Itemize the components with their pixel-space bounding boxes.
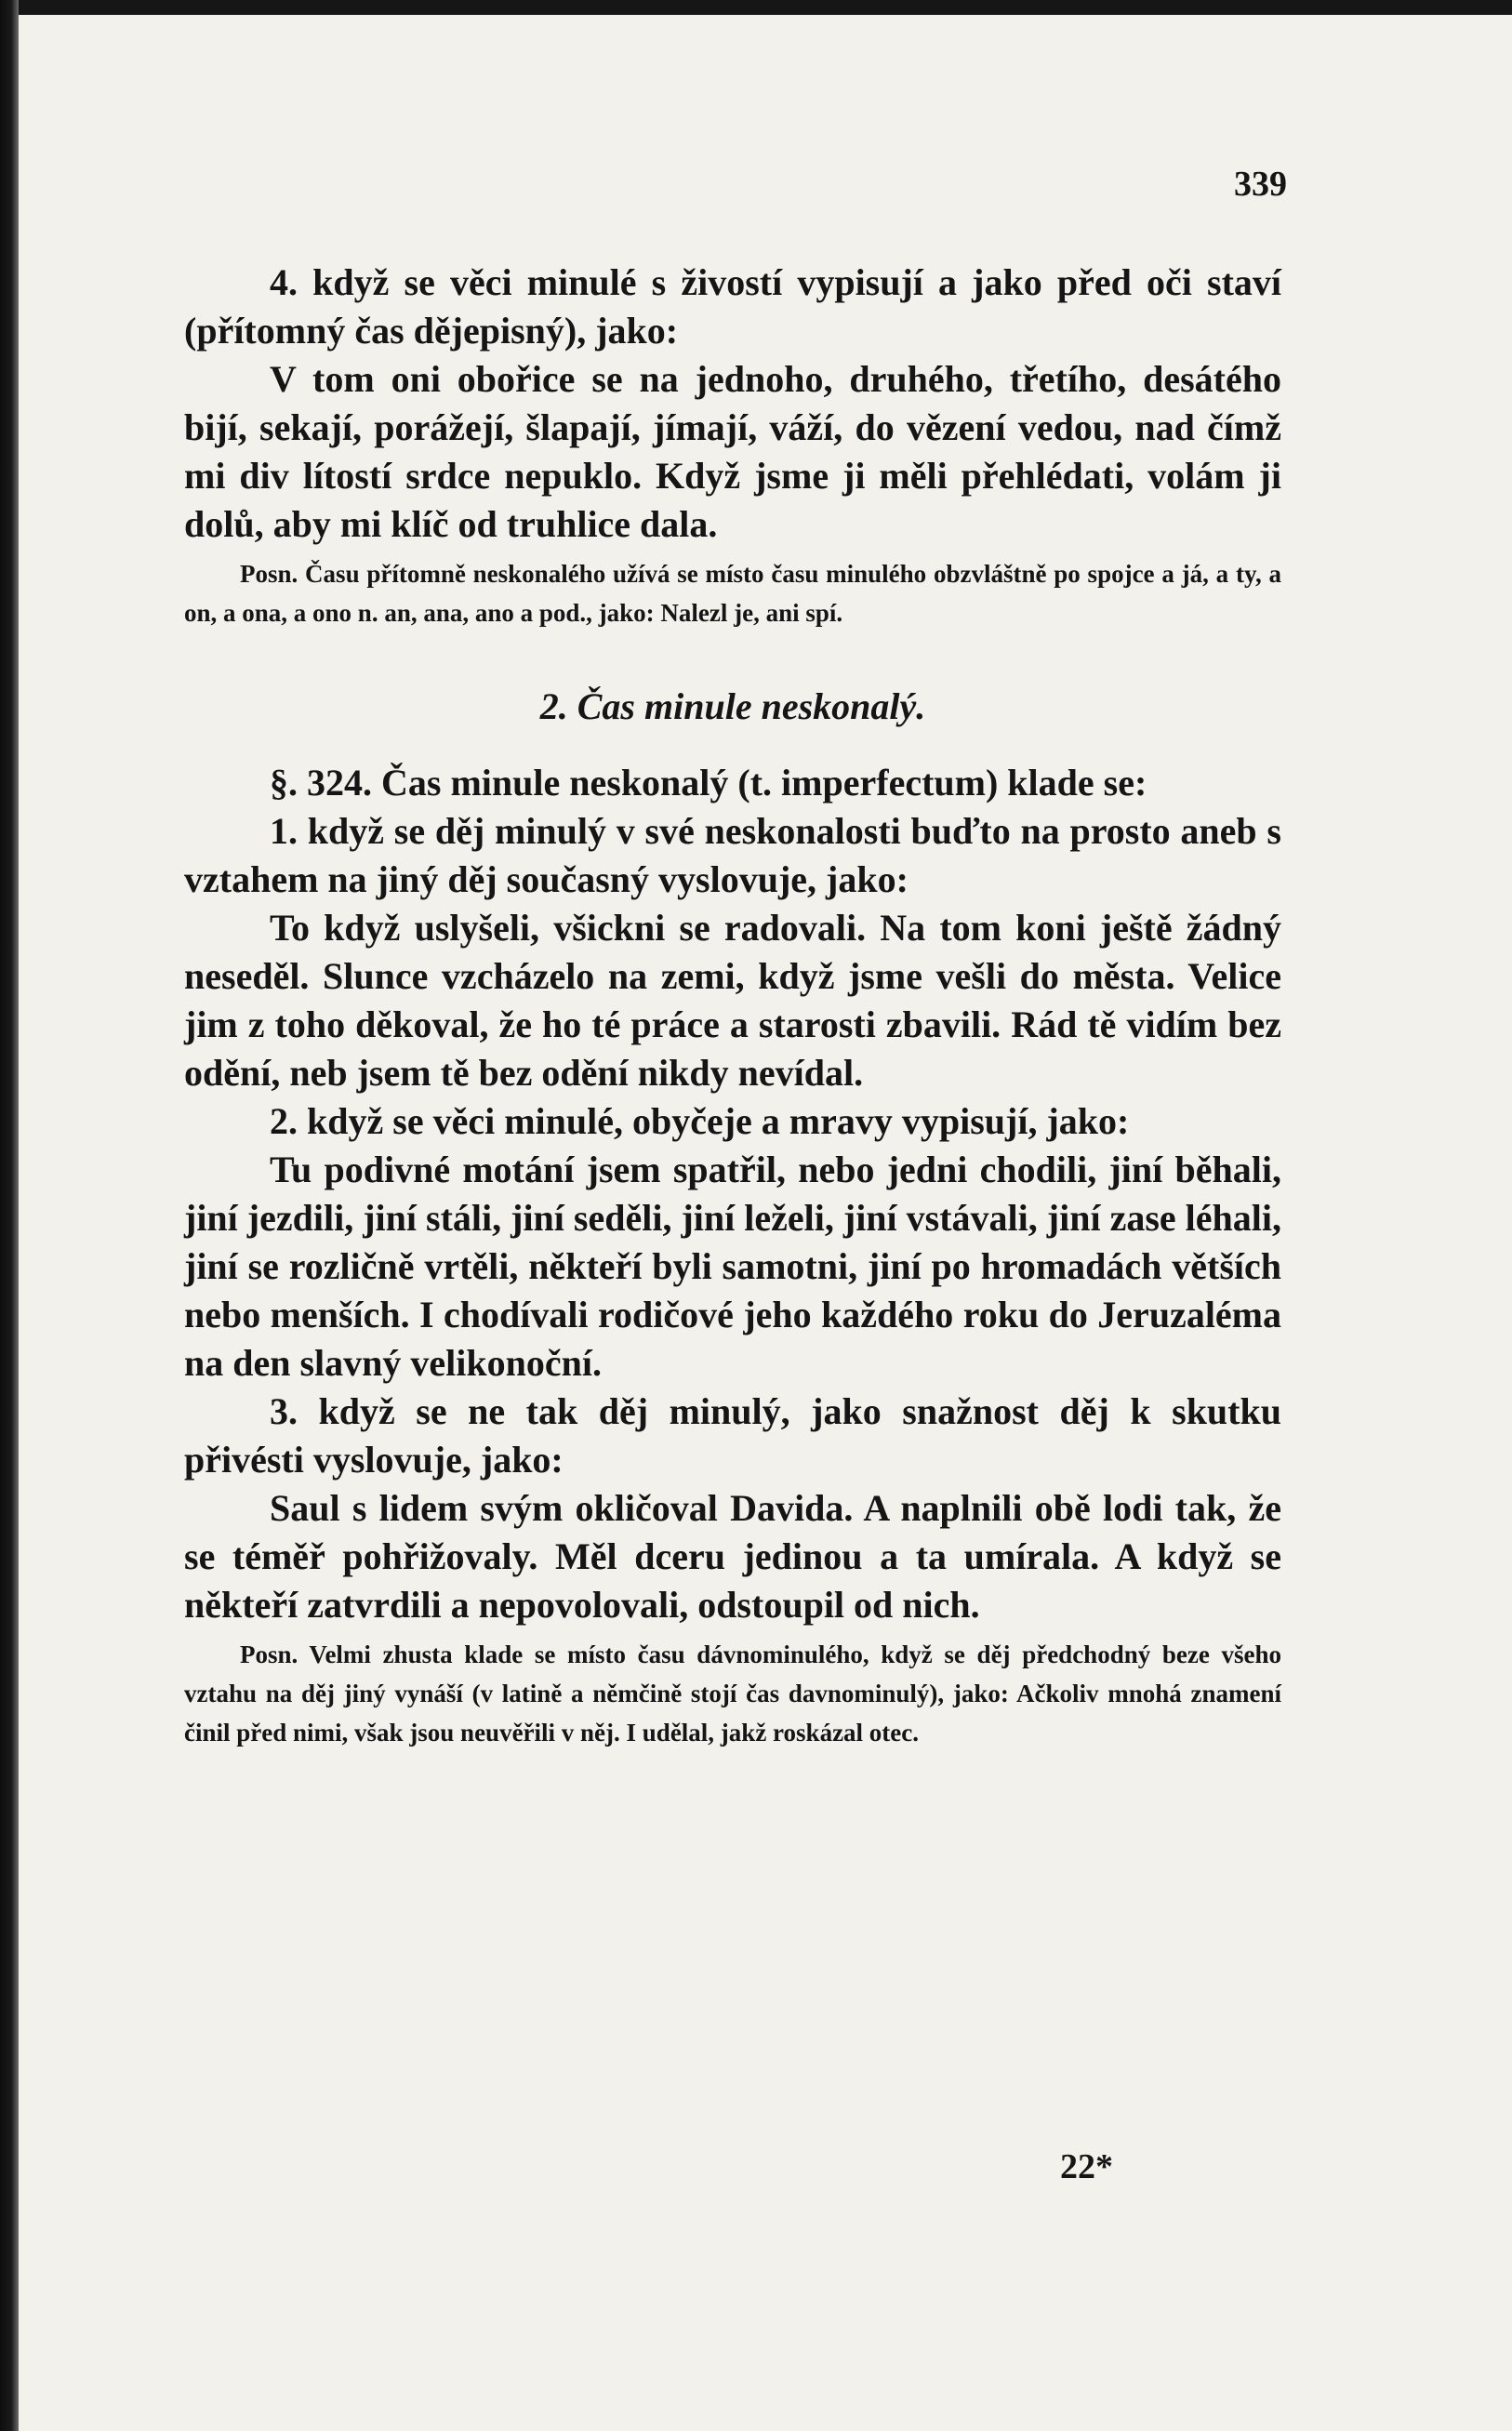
note-1: Posn. Času přítomně neskonalého užívá se místo času minulého obzvláštně po spojce a já, a ty, a on, a ona, a ono n. an, ana, ano a pod., jako: Nalezl je, ani spí.	[184, 560, 1281, 627]
item-4-example: V tom oni obořice se na jednoho, druhého, třetího, desátého bijí, sekají, porážejí, šlapají, jímají, váží, do vězení vedou, nad čímž mi div lítostí srdce nepuklo. Když jsme ji měli přehlédati, volám ji dolů, aby mi klíč od truhlice dala.	[184, 358, 1281, 545]
item-2-intro: 2. když se věci minulé, obyčeje a mravy vypisují, jako:	[270, 1100, 1130, 1142]
scan-left-border	[0, 0, 19, 2431]
item-1-intro: 1. když se děj minulý v své neskonalosti buďto na prosto aneb s vztahem na jiný děj současný vyslovuje, jako:	[184, 810, 1281, 900]
section-324: §. 324. Čas minule neskonalý (t. imperfectum) klade se:	[270, 762, 1147, 804]
item-1-example: To když uslyšeli, všickni se radovali. Na tom koni ještě žádný neseděl. Slunce vzcházelo na zemi, když jsme vešli do města. Velice jim z toho děkoval, že ho té práce a starosti zbavili. Rád tě vidím bez odění, neb jsem tě bez odění nikdy nevídal.	[184, 907, 1281, 1094]
section-heading: 2. Čas minule neskonalý.	[539, 685, 926, 727]
signature-mark: 22*	[1060, 2147, 1113, 2186]
scan-top-border	[0, 0, 1512, 15]
item-3-example: Saul s lidem svým okličoval Davida. A naplnili obě lodi tak, že se téměř pohřižovaly. Měl dceru jedinou a ta umírala. A když se někteří zatvrdili a nepovolovali, odstoupil od nich.	[184, 1487, 1281, 1626]
item-2-example: Tu podivné motání jsem spatřil, nebo jedni chodili, jiní běhali, jiní jezdili, jiní stáli, jiní seděli, jiní leželi, jiní vstávali, jiní zase léhali, jiní se rozličně vrtěli, někteří byli samotni, jiní po hromadách větších nebo menších. I chodívali rodičové jeho každého roku do Jeruzaléma na den slavný velikonoční.	[184, 1149, 1281, 1384]
page-number: 339	[1234, 165, 1287, 204]
page-content	[184, 259, 1281, 1752]
note-2: Posn. Velmi zhusta klade se místo času dávnominulého, když se děj předchodný beze všeho vztahu na děj jiný vynáší (v latině a němčině stojí čas davnominulý), jako: Ačkoliv mnohá znamení činil před nimi, však jsou neuvěřili v něj. I udělal, jakž roskázal otec.	[184, 1641, 1281, 1747]
item-3-intro: 3. když se ne tak děj minulý, jako snažnost děj k skutku přivésti vyslovuje, jako:	[184, 1390, 1281, 1481]
item-4-intro: 4. když se věci minulé s živostí vypisují a jako před oči staví (přítomný čas dějepisný), jako:	[184, 261, 1281, 352]
